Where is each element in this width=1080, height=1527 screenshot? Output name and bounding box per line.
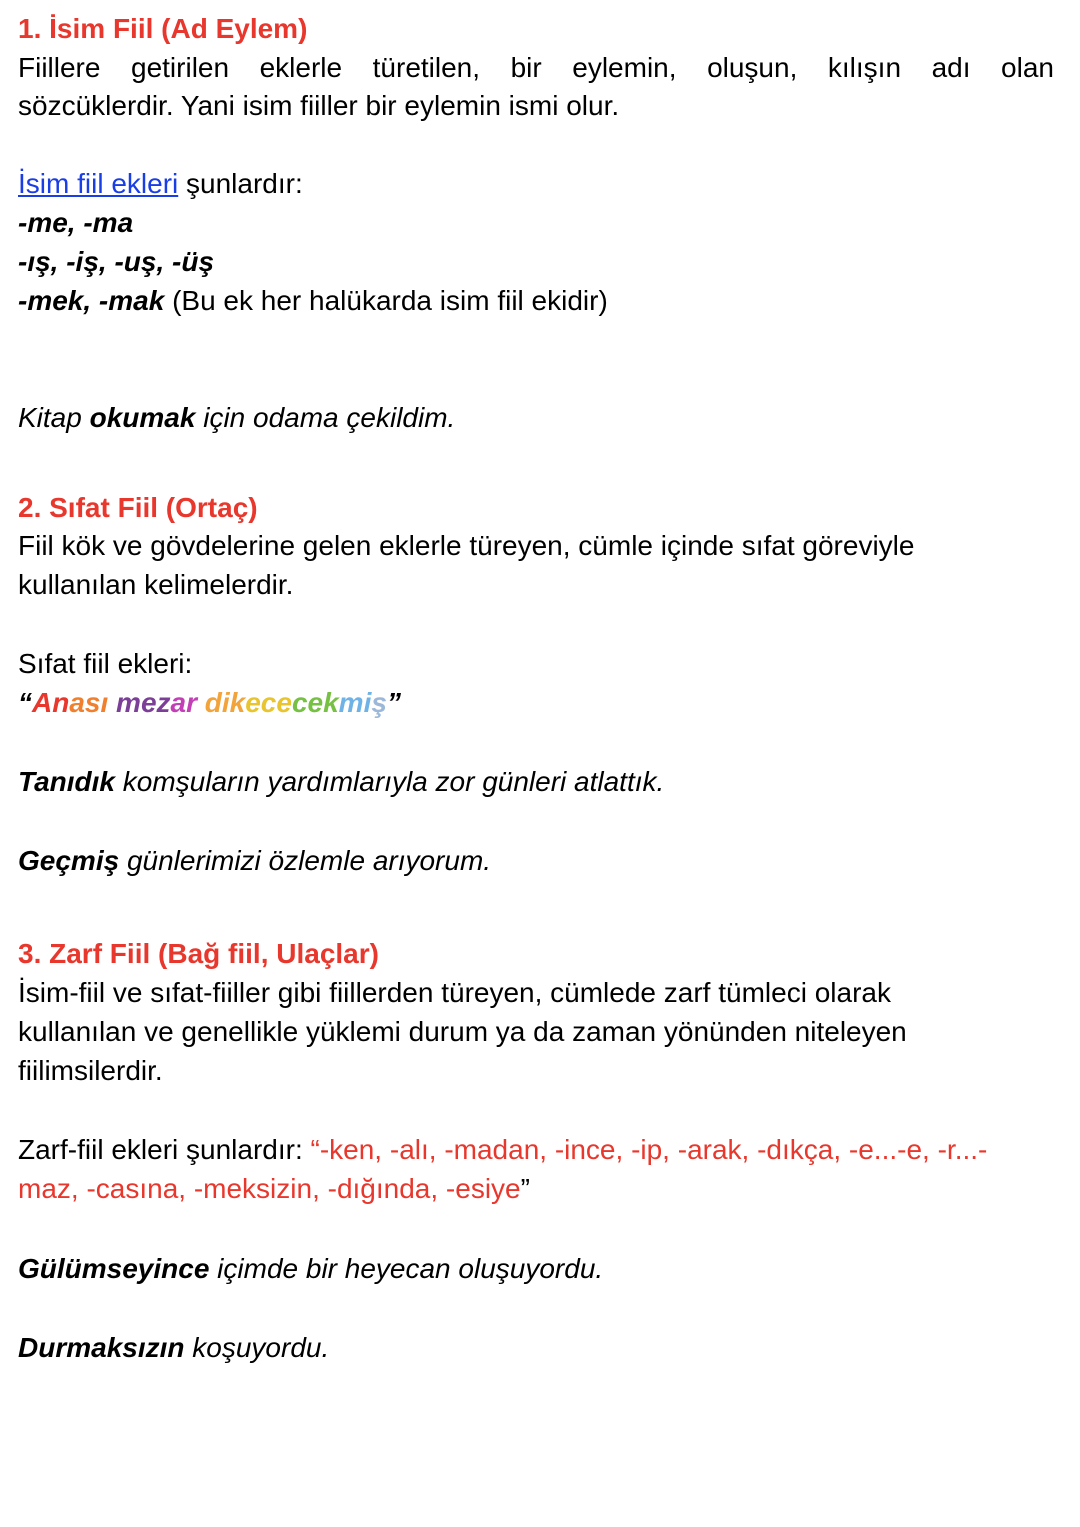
section2-mnemonic [18, 684, 1054, 722]
section2-definition-line2: kullanılan kelimelerdir. [18, 569, 294, 600]
section1-example [18, 399, 1054, 437]
mnemonic-segment: mi [338, 687, 372, 718]
section1-suffix-intro [18, 165, 1054, 203]
suffix-close-quote: ” [520, 1173, 530, 1204]
example-text: komşuların yardımlarıyla zor günleri atlattık. [114, 766, 665, 797]
section2-definition-line1: Fiil kök ve gövdelerine gelen eklerle türeyen, cümle içinde sıfat göreviyle [18, 530, 915, 561]
section3-suffix-line2 [18, 1170, 1054, 1208]
section1-definition-line2: sözcüklerdir. Yani isim fiiller bir eylemin ismi olur. [18, 90, 620, 121]
example-fiilimsi: Tanıdık [18, 766, 115, 797]
isim-fiil-ekleri-link[interactable]: İsim fiil ekleri [18, 168, 179, 199]
mnemonic-open-quote: “ [18, 687, 32, 718]
mnemonic-close-quote: ” [386, 687, 401, 718]
mnemonic-segment: ar [170, 687, 197, 718]
example-fiilimsi: Gülümseyince [18, 1253, 210, 1284]
mnemonic-segment: dik [204, 687, 246, 718]
example-text: için odama çekildim. [195, 402, 456, 433]
suffix-intro-text: Zarf-fiil ekleri şunlardır: [18, 1134, 311, 1165]
section3-example2 [18, 1329, 1054, 1367]
example-text: Kitap [18, 402, 90, 433]
zarf-fiil-suffix-list-cont: maz, -casına, -meksizin, -dığında, -esiye [18, 1173, 521, 1204]
mnemonic-segment: ece [245, 687, 292, 718]
mnemonic-segment [197, 687, 205, 718]
example-text: günlerimizi özlemle arıyorum. [119, 845, 492, 876]
mnemonic-segment: cek [291, 687, 339, 718]
mnemonic-text [32, 687, 387, 718]
section3-heading: 3. Zarf Fiil (Bağ fiil, Ulaçlar) [18, 938, 379, 969]
suffix-mek-mak-note: (Bu ek her halükarda isim fiil ekidir) [164, 285, 608, 316]
section1-heading: 1. İsim Fiil (Ad Eylem) [18, 13, 308, 44]
mnemonic-segment [108, 687, 116, 718]
example-fiilimsi: Durmaksızın [18, 1332, 185, 1363]
section3-definition-line2: kullanılan ve genellikle yüklemi durum ya da zaman yönünden niteleyen [18, 1016, 907, 1047]
section1-definition-line1: Fiillere getirilen eklerle türetilen, bir eylemin, oluşun, kılışın adı olan [18, 52, 1054, 83]
suffix-mek-mak: -mek, -mak [18, 285, 165, 316]
section3-definition-line1: İsim-fiil ve sıfat-fiiller gibi fiillerden türeyen, cümlede zarf tümleci olarak [18, 977, 891, 1008]
section1-suffix-mek-mak [18, 282, 1054, 320]
mnemonic-segment: An [32, 687, 70, 718]
section3-definition-line3: fiilimsilerdir. [18, 1055, 163, 1086]
mnemonic-segment: ş [371, 687, 387, 718]
section3-example1 [18, 1250, 1054, 1288]
example-text: koşuyordu. [184, 1332, 330, 1363]
example-text: içimde bir heyecan oluşuyordu. [209, 1253, 604, 1284]
section1-suffix-me-ma: -me, -ma [18, 207, 134, 238]
section2-suffix-title: Sıfat fiil ekleri: [18, 648, 193, 679]
section2-heading: 2. Sıfat Fiil (Ortaç) [18, 492, 258, 523]
suffix-intro-text: şunlardır: [178, 168, 303, 199]
zarf-fiil-suffix-list: “-ken, -alı, -madan, -ince, -ip, -arak, -dıkça, -e...-e, -r...- [310, 1134, 988, 1165]
mnemonic-segment: ası [69, 687, 109, 718]
mnemonic-segment: mez [116, 687, 171, 718]
section2-example2 [18, 842, 1054, 880]
section1-suffix-is: -ış, -iş, -uş, -üş [18, 246, 215, 277]
example-fiilimsi: Geçmiş [18, 845, 120, 876]
section3-suffix-line1 [18, 1131, 1054, 1169]
example-fiilimsi: okumak [89, 402, 196, 433]
section2-example1 [18, 763, 1054, 801]
